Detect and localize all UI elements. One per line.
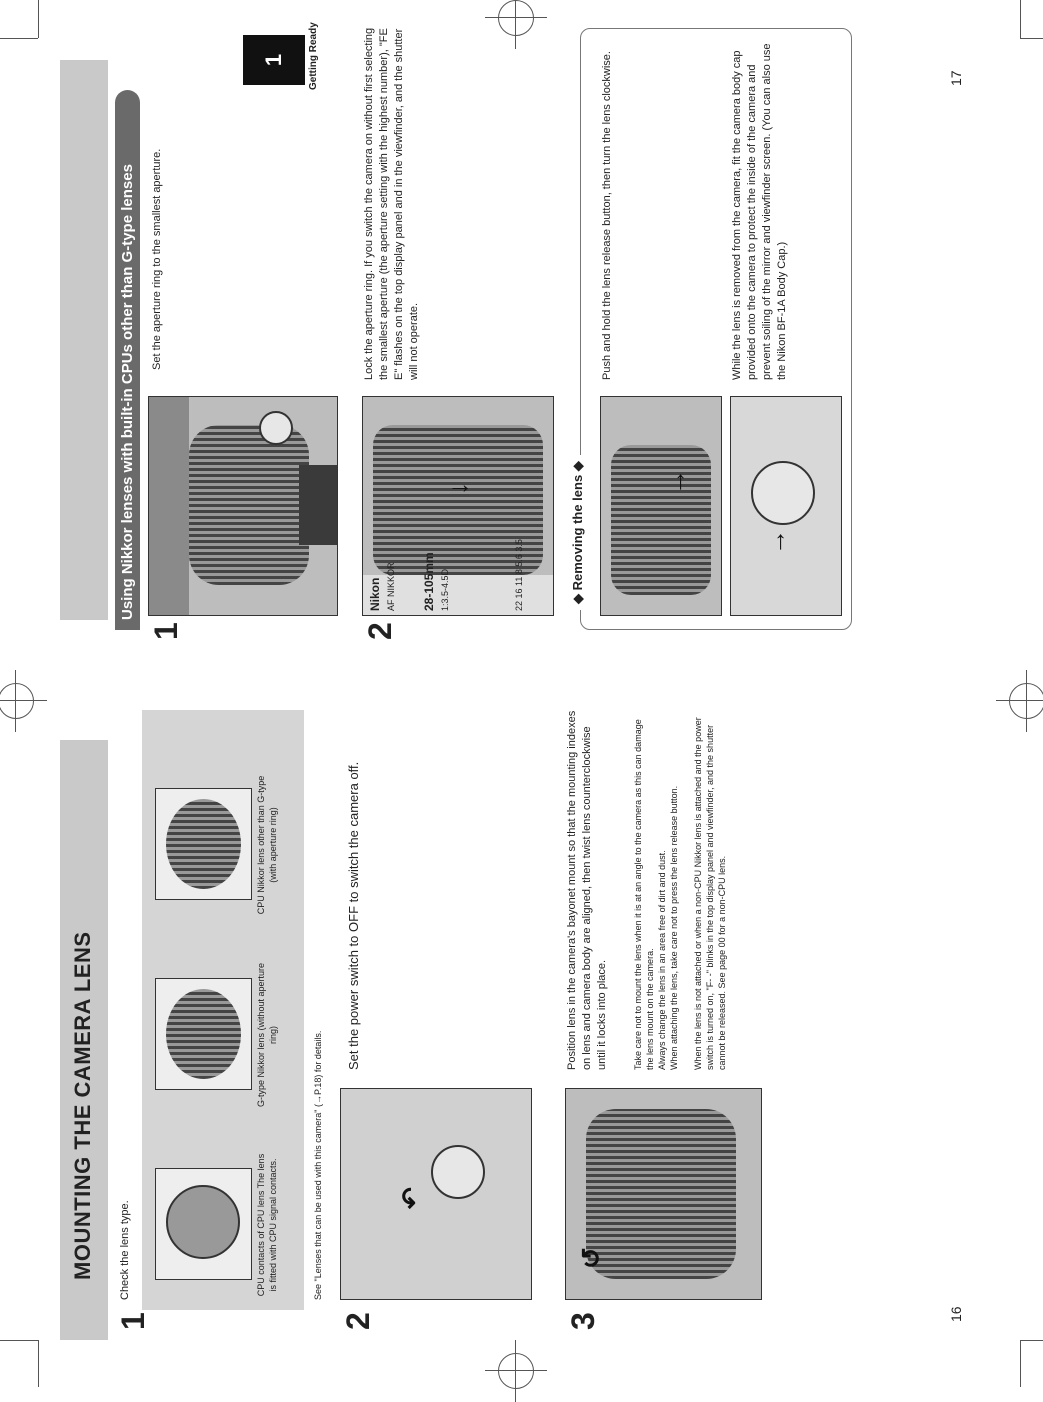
header-banner bbox=[60, 60, 108, 620]
power-switch-photo bbox=[340, 1088, 532, 1300]
cpu-aperture-lens-photo bbox=[155, 788, 252, 900]
step-number: 3 bbox=[565, 1312, 601, 1330]
lock-aperture-photo bbox=[362, 396, 554, 616]
cap-arrow-icon: → bbox=[761, 529, 791, 555]
removing-lens-title: ◆ Removing the lens ◆ bbox=[570, 455, 586, 610]
caption-cpu-aperture: CPU Nikkor lens other than G-type (with aperture ring) bbox=[256, 775, 278, 915]
right-page bbox=[0, 0, 1040, 650]
mount-lens-photo bbox=[565, 1088, 762, 1300]
step3-note-4: When the lens is not attached or when a non-CPU Nikkor lens is attached and the power switch is turned on, "F- -" blinks in the top display panel and viewfinder, and the shutter cannot be released. See page 00 for a non-CPU lens. bbox=[693, 717, 727, 1070]
rotate-arrow-icon: ↶ bbox=[396, 1187, 426, 1209]
step-number: 1 bbox=[115, 1312, 151, 1330]
crop-mark bbox=[0, 1340, 38, 1341]
step3-note-3: When attaching the lens, take care not to press the lens release button. bbox=[669, 785, 679, 1070]
cpu-lens-photo bbox=[155, 1168, 252, 1280]
aperture-scale: 22 16 11 8 5.6 3.5 bbox=[514, 539, 524, 611]
step-number: 2 bbox=[340, 1312, 376, 1330]
step1-text: Set the aperture ring to the smallest aperture. bbox=[151, 148, 163, 370]
left-page bbox=[0, 650, 1040, 1340]
crop-mark bbox=[1020, 1340, 1043, 1341]
removing-text-2: While the lens is removed from the camera, fit the camera body cap provided onto the camera to protect the inside of the camera and prevent soiling of the mirror and viewfinder screen. (You can also use the Nikon BF-1A Body Cap.) bbox=[731, 43, 788, 380]
lock-arrow-icon: ↓ bbox=[443, 482, 473, 495]
page-number-right: 17 bbox=[948, 70, 964, 86]
crop-mark bbox=[38, 1340, 39, 1387]
remove-lens-photo bbox=[600, 396, 722, 616]
section-title: Using Nikkor lenses with built-in CPUs other than G-type lenses bbox=[115, 90, 140, 630]
body-cap-photo bbox=[730, 396, 842, 616]
chapter-tab-label: Getting Ready bbox=[308, 22, 319, 90]
turn-arrow-icon: → bbox=[661, 469, 691, 495]
caption-cpu-lens: CPU contacts of CPU lens The lens is fitted with CPU signal contacts. bbox=[256, 1153, 278, 1297]
g-type-lens-photo bbox=[155, 978, 252, 1090]
caption-g-type: G-type Nikkor lens (without aperture ring) bbox=[256, 962, 278, 1108]
lens-brand: Nikon bbox=[368, 577, 382, 611]
step3-note-2: Always change the lens in an area free of dirt and dust. bbox=[657, 850, 667, 1070]
step3-note-1: Take care not to mount the lens when it is at an angle to the camera as this can damage the lens mount on the camera. bbox=[633, 719, 655, 1070]
lens-aperture-range: 1:3.5-4.5D bbox=[440, 568, 450, 611]
step3-text: Position lens in the camera's bayonet mount so that the mounting indexes on lens and camera body are aligned, then twist lens counterclockwise until it locks into place. bbox=[566, 710, 608, 1070]
twist-arrow-icon: ↺ bbox=[576, 1247, 606, 1269]
step-number: 1 bbox=[148, 622, 184, 640]
aperture-ring-photo bbox=[148, 396, 338, 616]
lens-model: AF NIKKOR bbox=[386, 562, 396, 611]
registration-mark bbox=[498, 1353, 534, 1389]
step1-note: See "Lenses that can be used with this camera" (→P.18) for details. bbox=[313, 1030, 323, 1300]
page-title: MOUNTING THE CAMERA LENS bbox=[70, 931, 95, 1280]
crop-mark bbox=[1020, 1340, 1021, 1387]
step-number: 2 bbox=[362, 622, 398, 640]
chapter-tab bbox=[243, 35, 305, 85]
removing-text-1: Push and hold the lens release button, then turn the lens clockwise. bbox=[601, 51, 613, 380]
step1-text: Check the lens type. bbox=[119, 1200, 131, 1300]
page-number-left: 16 bbox=[948, 1306, 964, 1322]
step2-text: Set the power switch to OFF to switch the camera off. bbox=[346, 761, 361, 1070]
lens-focal-length: 28-105mm bbox=[422, 552, 436, 611]
chapter-tab-number: 1 bbox=[261, 53, 286, 67]
step2-text: Lock the aperture ring. If you switch the camera on without first selecting the smallest aperture (the aperture setting with the highest number), "FE E" flashes on the top display panel and in the viewfinder, and the shutter will not operate. bbox=[363, 27, 420, 380]
